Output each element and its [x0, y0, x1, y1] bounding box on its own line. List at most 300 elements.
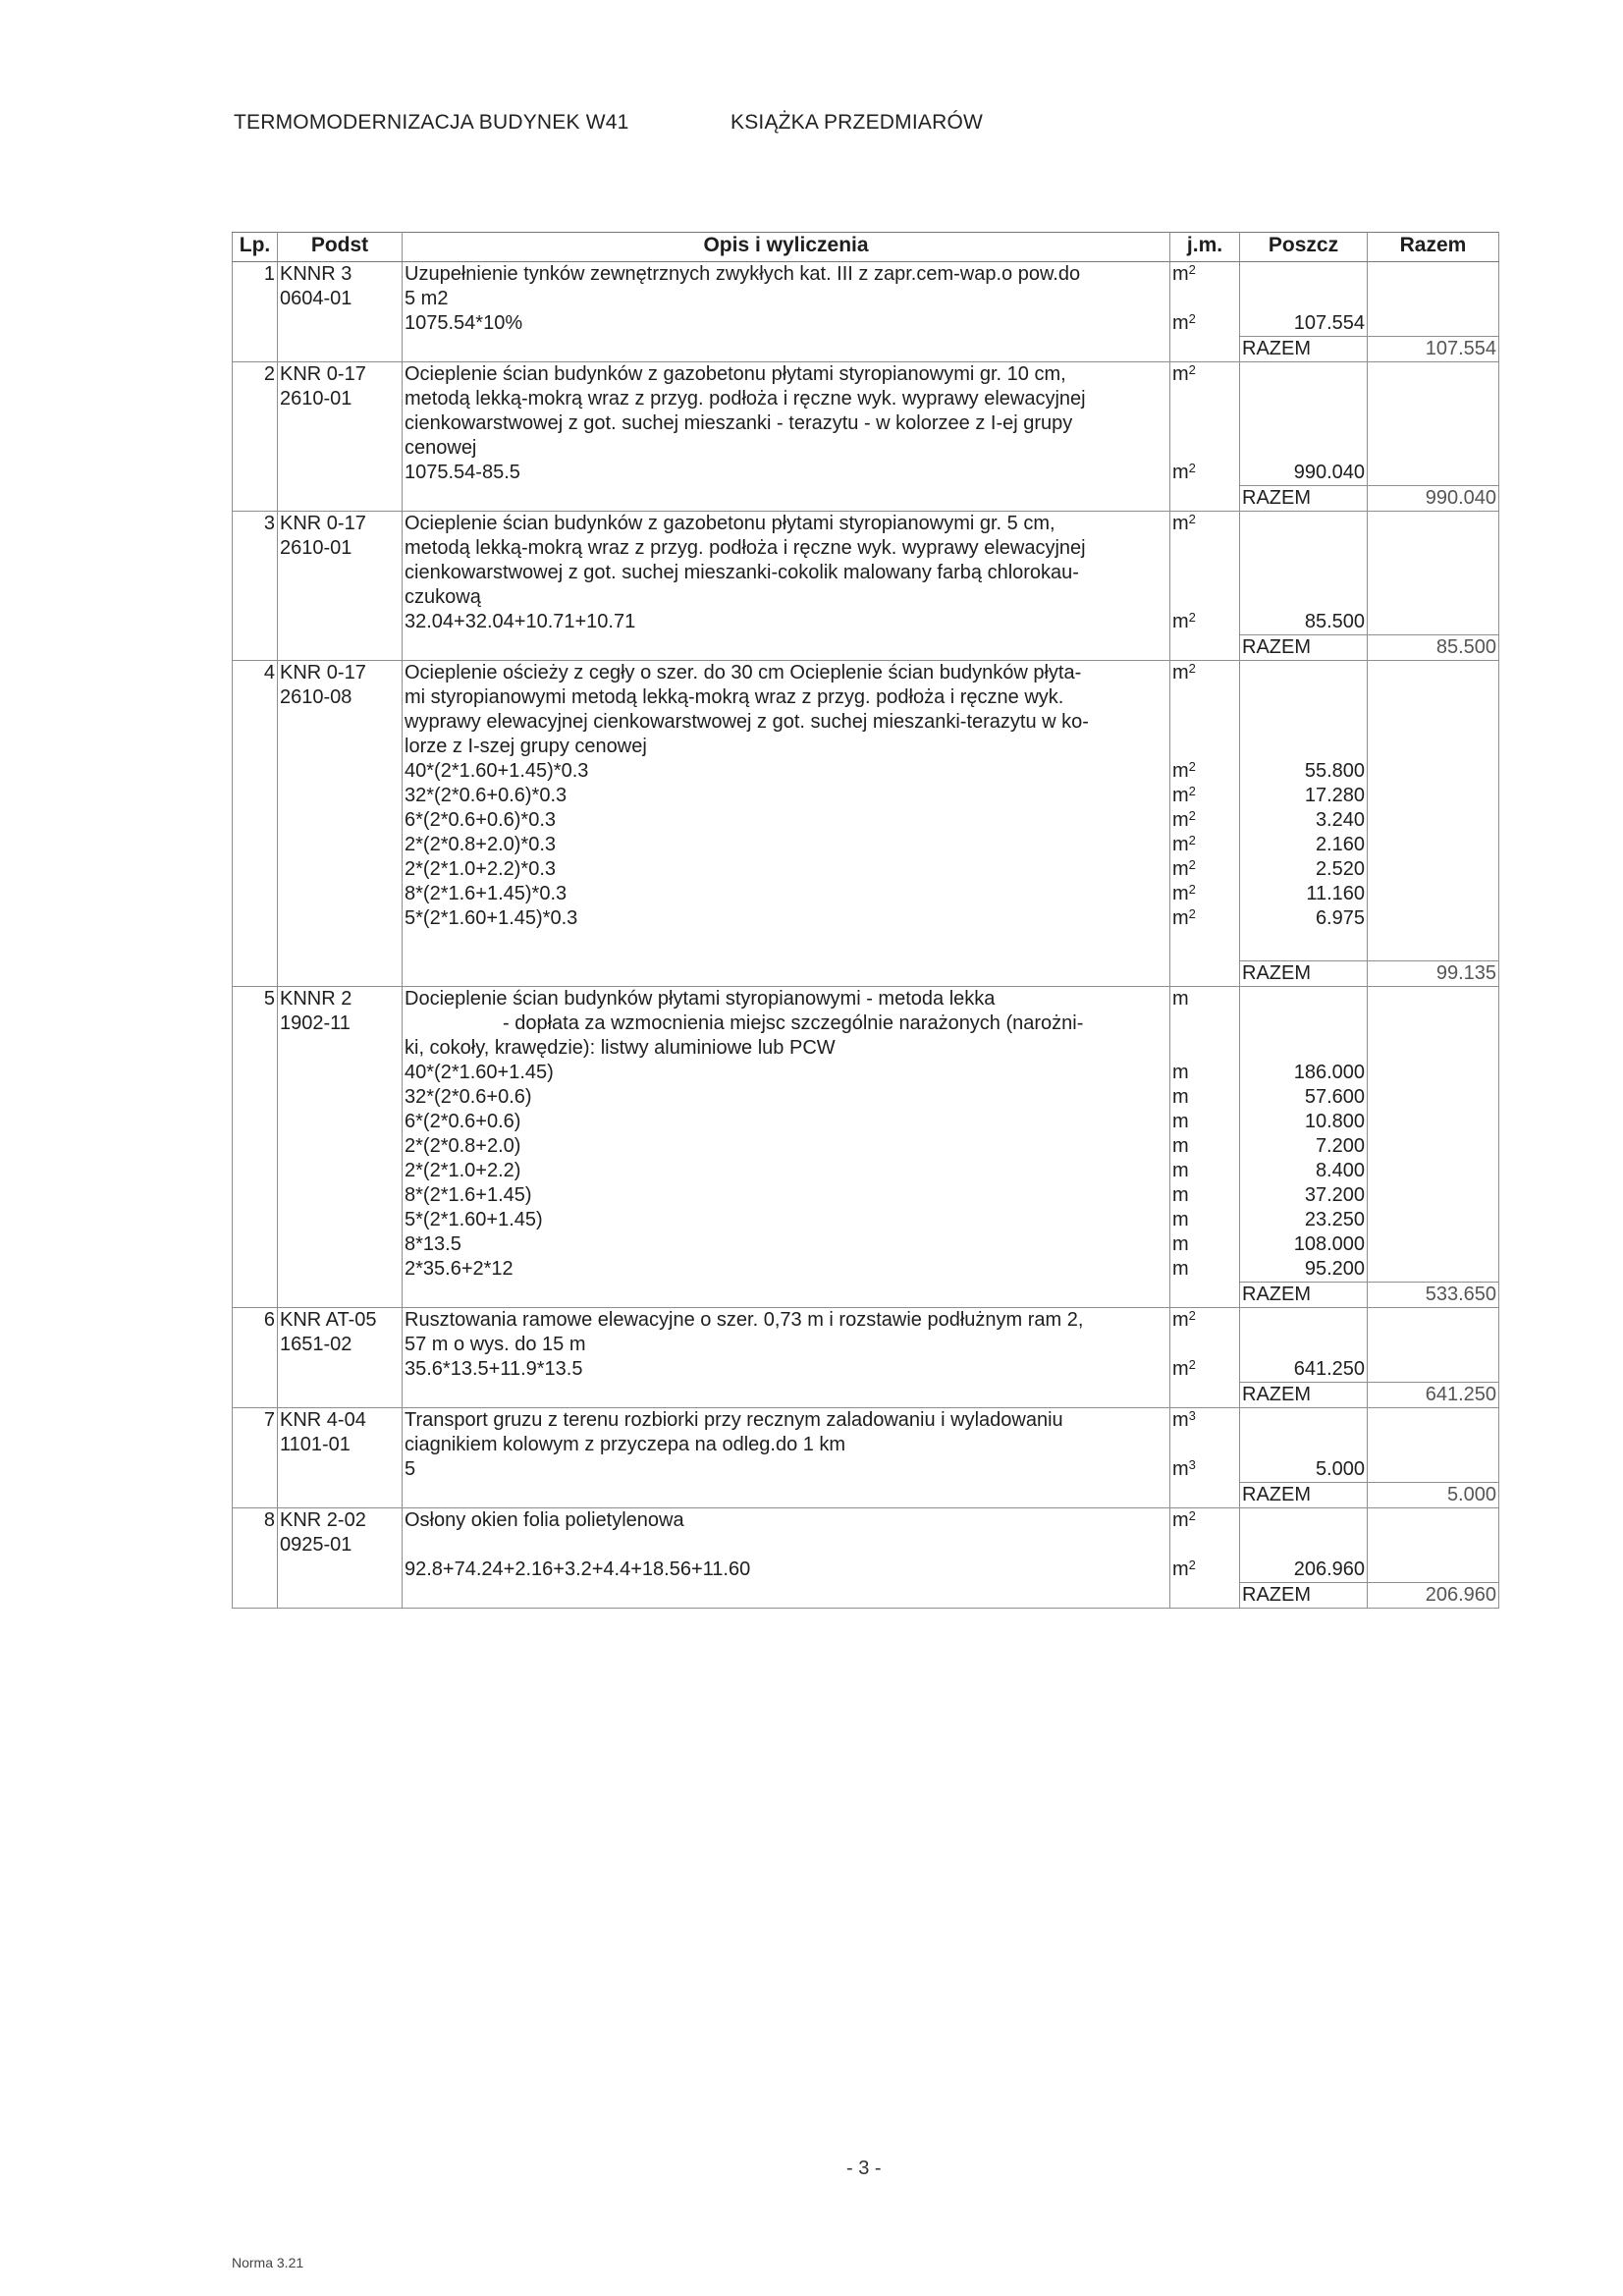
calculation-row [233, 1357, 1499, 1383]
calc-expression: 35.6*13.5+11.9*13.5 [403, 1357, 1170, 1383]
calc-unit: m [1170, 1085, 1240, 1110]
item-lp: 1 [233, 262, 278, 312]
calc-podst-empty [278, 461, 403, 486]
item-razem-empty [1368, 1408, 1499, 1458]
calc-lp-empty [233, 1134, 278, 1159]
razem-row [233, 486, 1499, 512]
razem-jm-empty [1170, 961, 1240, 987]
calc-podst-empty [278, 1110, 403, 1134]
calc-lp-empty [233, 311, 278, 337]
calc-unit [1170, 759, 1240, 784]
item-razem-empty [1368, 362, 1499, 462]
spacer-cell [1170, 931, 1240, 961]
calc-value: 57.600 [1240, 1085, 1368, 1110]
description-line: metodą lekką-mokrą wraz z przyg. podłoża i ręczne wyk. wyprawy elewacyjnej [405, 537, 1086, 559]
calculation-row [233, 759, 1499, 784]
unit-exponent: 2 [1188, 882, 1196, 897]
calculation-row [233, 1159, 1499, 1183]
unit-exponent: 2 [1188, 784, 1196, 798]
razem-total: 85.500 [1368, 635, 1499, 661]
calculation-row [233, 610, 1499, 635]
razem-podst-empty [278, 1383, 403, 1408]
calc-unit [1170, 808, 1240, 833]
razem-lp-empty [233, 635, 278, 661]
description-line: cienkowarstwowej z got. suchej mieszanki - terazytu - w kolorzee z I-ej grupy [405, 412, 1073, 434]
item-lp: 2 [233, 362, 278, 462]
item-lp: 7 [233, 1408, 278, 1458]
calculation-row [233, 1110, 1499, 1134]
calc-lp-empty [233, 610, 278, 635]
razem-lp-empty [233, 961, 278, 987]
unit-base: m [1172, 263, 1189, 285]
calc-razem-empty [1368, 1558, 1499, 1583]
calc-unit: m [1170, 1257, 1240, 1283]
calculation-row [233, 882, 1499, 906]
item-description-row [233, 987, 1499, 1062]
unit-base: m [1172, 611, 1189, 632]
spacer-cell [403, 931, 1170, 961]
calculation-row [233, 857, 1499, 882]
razem-jm-empty [1170, 635, 1240, 661]
item-description [403, 987, 1170, 1062]
unit-exponent: 3 [1188, 1457, 1196, 1472]
unit-exponent: 2 [1188, 1558, 1196, 1572]
item-podst: KNNR 2 1902-11 [278, 987, 403, 1062]
calc-expression: 6*(2*0.6+0.6) [403, 1110, 1170, 1134]
calc-podst-empty [278, 833, 403, 857]
item-lp: 4 [233, 661, 278, 760]
unit-exponent: 2 [1188, 833, 1196, 847]
calculation-row [233, 1457, 1499, 1483]
calc-expression: 8*(2*1.6+1.45)*0.3 [403, 882, 1170, 906]
calc-unit: m [1170, 1183, 1240, 1208]
unit-exponent: 2 [1188, 311, 1196, 326]
razem-podst-empty [278, 1483, 403, 1508]
item-description [403, 1408, 1170, 1458]
calc-unit: m [1170, 1134, 1240, 1159]
unit-exponent: 2 [1188, 906, 1196, 921]
item-unit [1170, 661, 1240, 760]
item-unit [1170, 362, 1240, 462]
unit-base: m [1172, 907, 1189, 929]
item-description [403, 661, 1170, 760]
calc-lp-empty [233, 1208, 278, 1232]
calc-lp-empty [233, 906, 278, 931]
razem-row [233, 337, 1499, 362]
unit-base: m [1172, 312, 1189, 334]
calculation-row [233, 1183, 1499, 1208]
calc-value: 23.250 [1240, 1208, 1368, 1232]
calc-expression: 2*35.6+2*12 [403, 1257, 1170, 1283]
calc-unit [1170, 461, 1240, 486]
item-unit [1170, 1308, 1240, 1358]
item-description [403, 512, 1170, 611]
col-header-poszcz: Poszcz [1240, 233, 1368, 262]
razem-podst-empty [278, 635, 403, 661]
unit-exponent: 2 [1188, 1308, 1196, 1323]
razem-jm-empty [1170, 337, 1240, 362]
item-podst: KNR AT-05 1651-02 [278, 1308, 403, 1358]
description-line: 57 m o wys. do 15 m [405, 1334, 586, 1355]
item-poszcz-empty [1240, 1408, 1368, 1458]
item-razem-empty [1368, 262, 1499, 312]
calc-podst-empty [278, 1232, 403, 1257]
calc-podst-empty [278, 759, 403, 784]
calc-lp-empty [233, 461, 278, 486]
item-unit [1170, 1408, 1240, 1458]
calc-podst-empty [278, 610, 403, 635]
calc-razem-empty [1368, 1232, 1499, 1257]
description-line: cenowej [405, 437, 477, 459]
calc-razem-empty [1368, 461, 1499, 486]
calc-value: 990.040 [1240, 461, 1368, 486]
unit-exponent: 2 [1188, 661, 1196, 676]
calc-value: 10.800 [1240, 1110, 1368, 1134]
razem-podst-empty [278, 486, 403, 512]
razem-label: RAZEM [1240, 961, 1368, 987]
razem-lp-empty [233, 337, 278, 362]
razem-jm-empty [1170, 486, 1240, 512]
calc-razem-empty [1368, 1159, 1499, 1183]
calc-razem-empty [1368, 1208, 1499, 1232]
calc-razem-empty [1368, 1134, 1499, 1159]
spacer-cell [1368, 931, 1499, 961]
item-poszcz-empty [1240, 1508, 1368, 1558]
razem-row [233, 1583, 1499, 1609]
calc-value: 2.160 [1240, 833, 1368, 857]
calc-unit: m [1170, 1208, 1240, 1232]
razem-opis-empty [403, 635, 1170, 661]
unit-exponent: 2 [1188, 808, 1196, 823]
calculation-row [233, 1208, 1499, 1232]
description-line [405, 1533, 1167, 1558]
calc-razem-empty [1368, 311, 1499, 337]
calc-value: 108.000 [1240, 1232, 1368, 1257]
calc-value: 7.200 [1240, 1134, 1368, 1159]
unit-base: m [1172, 1358, 1189, 1380]
calc-lp-empty [233, 808, 278, 833]
unit-exponent: 2 [1188, 461, 1196, 475]
calculation-row [233, 311, 1499, 337]
calc-expression: 40*(2*1.60+1.45)*0.3 [403, 759, 1170, 784]
calc-lp-empty [233, 1061, 278, 1085]
footer-norma: Norma 3.21 [232, 2255, 304, 2270]
description-line: ciagnikiem kolowym z przyczepa na odleg.do 1 km [405, 1434, 846, 1455]
item-poszcz-empty [1240, 987, 1368, 1062]
unit-base: m [1172, 809, 1189, 831]
calc-expression: 5*(2*1.60+1.45)*0.3 [403, 906, 1170, 931]
razem-podst-empty [278, 1583, 403, 1609]
calc-lp-empty [233, 1357, 278, 1383]
calc-value: 641.250 [1240, 1357, 1368, 1383]
calculation-row [233, 833, 1499, 857]
razem-total: 206.960 [1368, 1583, 1499, 1609]
description-line: Docieplenie ścian budynków płytami styropianowymi - metoda lekka [405, 988, 996, 1010]
razem-total: 5.000 [1368, 1483, 1499, 1508]
calculation-row [233, 1232, 1499, 1257]
item-description-row [233, 1408, 1499, 1458]
calc-expression: 1075.54-85.5 [403, 461, 1170, 486]
description-line: metodą lekką-mokrą wraz z przyg. podłoża i ręczne wyk. wyprawy elewacyjnej [405, 388, 1086, 410]
calc-lp-empty [233, 833, 278, 857]
description-line: Osłony okien folia polietylenowa [405, 1509, 684, 1531]
calc-expression: 2*(2*1.0+2.2)*0.3 [403, 857, 1170, 882]
calc-razem-empty [1368, 759, 1499, 784]
razem-label: RAZEM [1240, 1483, 1368, 1508]
calc-unit: m [1170, 1110, 1240, 1134]
razem-lp-empty [233, 1483, 278, 1508]
calc-unit: m [1170, 1159, 1240, 1183]
razem-total: 533.650 [1368, 1283, 1499, 1308]
description-line: Ocieplenie ścian budynków z gazobetonu płytami styropianowymi gr. 5 cm, [405, 513, 1055, 534]
razem-jm-empty [1170, 1483, 1240, 1508]
calc-expression: 40*(2*1.60+1.45) [403, 1061, 1170, 1085]
unit-exponent: 2 [1188, 857, 1196, 872]
calc-razem-empty [1368, 610, 1499, 635]
calc-expression: 8*(2*1.6+1.45) [403, 1183, 1170, 1208]
calc-podst-empty [278, 1257, 403, 1283]
unit-exponent: 2 [1188, 1357, 1196, 1372]
item-description [403, 262, 1170, 312]
item-poszcz-empty [1240, 362, 1368, 462]
unit-exponent: 2 [1188, 512, 1196, 526]
calculation-row [233, 1558, 1499, 1583]
calc-podst-empty [278, 882, 403, 906]
razem-row [233, 961, 1499, 987]
col-header-opis: Opis i wyliczenia [403, 233, 1170, 262]
calc-podst-empty [278, 1134, 403, 1159]
item-lp: 5 [233, 987, 278, 1062]
col-header-podst: Podst [278, 233, 403, 262]
item-razem-empty [1368, 661, 1499, 760]
item-description-row [233, 1308, 1499, 1358]
calculation-row [233, 1061, 1499, 1085]
razem-total: 107.554 [1368, 337, 1499, 362]
calc-unit [1170, 833, 1240, 857]
calc-value: 95.200 [1240, 1257, 1368, 1283]
calc-podst-empty [278, 1457, 403, 1483]
spacer-cell [1240, 931, 1368, 961]
spacer-row [233, 931, 1499, 961]
description-line: 5 m2 [405, 288, 449, 309]
unit-base: m [1172, 363, 1189, 385]
item-podst: KNNR 3 0604-01 [278, 262, 403, 312]
unit-base: m [1172, 513, 1189, 534]
calc-expression: 1075.54*10% [403, 311, 1170, 337]
razem-total: 99.135 [1368, 961, 1499, 987]
calc-lp-empty [233, 784, 278, 808]
calc-lp-empty [233, 1232, 278, 1257]
calc-value: 37.200 [1240, 1183, 1368, 1208]
item-unit: m [1170, 987, 1240, 1062]
razem-jm-empty [1170, 1383, 1240, 1408]
unit-base: m [1172, 858, 1189, 880]
item-podst: KNR 2-02 0925-01 [278, 1508, 403, 1558]
razem-label: RAZEM [1240, 1583, 1368, 1609]
unit-exponent: 3 [1188, 1408, 1196, 1423]
calc-lp-empty [233, 1457, 278, 1483]
bill-of-quantities-table [232, 232, 1499, 1609]
calc-expression: 92.8+74.24+2.16+3.2+4.4+18.56+11.60 [403, 1558, 1170, 1583]
calculation-row [233, 1257, 1499, 1283]
table-body [233, 262, 1499, 1609]
description-line: cienkowarstwowej z got. suchej mieszanki-cokolik malowany farbą chlorokau- [405, 562, 1079, 583]
calculation-row [233, 1085, 1499, 1110]
calc-lp-empty [233, 1085, 278, 1110]
col-header-razem: Razem [1368, 233, 1499, 262]
description-line: - dopłata za wzmocnienia miejsc szczególnie narażonych (narożni- [405, 1012, 1084, 1034]
calc-expression: 2*(2*1.0+2.2) [403, 1159, 1170, 1183]
description-line: mi styropianowymi metodą lekką-mokrą wraz z przyg. podłoża i ręczne wyk. [405, 686, 1064, 708]
item-podst: KNR 0-17 2610-08 [278, 661, 403, 760]
calc-lp-empty [233, 1159, 278, 1183]
calc-value: 107.554 [1240, 311, 1368, 337]
calc-value: 206.960 [1240, 1558, 1368, 1583]
item-description-row [233, 661, 1499, 760]
calc-value: 2.520 [1240, 857, 1368, 882]
razem-row [233, 1283, 1499, 1308]
calc-razem-empty [1368, 784, 1499, 808]
calc-value: 5.000 [1240, 1457, 1368, 1483]
calc-lp-empty [233, 1183, 278, 1208]
item-podst: KNR 0-17 2610-01 [278, 512, 403, 611]
unit-base: m [1172, 883, 1189, 904]
razem-label: RAZEM [1240, 1383, 1368, 1408]
razem-opis-empty [403, 1383, 1170, 1408]
unit-base: m [1172, 785, 1189, 806]
calc-unit [1170, 882, 1240, 906]
item-description [403, 362, 1170, 462]
calc-razem-empty [1368, 1357, 1499, 1383]
calc-value: 186.000 [1240, 1061, 1368, 1085]
item-description [403, 1508, 1170, 1558]
calculation-row [233, 808, 1499, 833]
calc-razem-empty [1368, 1457, 1499, 1483]
unit-exponent: 2 [1188, 759, 1196, 774]
calc-unit: m [1170, 1061, 1240, 1085]
razem-opis-empty [403, 961, 1170, 987]
col-header-jm: j.m. [1170, 233, 1240, 262]
calc-expression: 2*(2*0.8+2.0) [403, 1134, 1170, 1159]
calc-lp-empty [233, 882, 278, 906]
razem-row [233, 1483, 1499, 1508]
calc-podst-empty [278, 857, 403, 882]
calc-podst-empty [278, 1558, 403, 1583]
calc-razem-empty [1368, 833, 1499, 857]
razem-jm-empty [1170, 1583, 1240, 1609]
calc-value: 3.240 [1240, 808, 1368, 833]
unit-base: m [1172, 834, 1189, 855]
calc-value: 11.160 [1240, 882, 1368, 906]
razem-opis-empty [403, 337, 1170, 362]
book-title: KSIĄŻKA PRZEDMIARÓW [730, 111, 983, 134]
unit-base: m [1172, 760, 1189, 782]
unit-base: m [1172, 662, 1189, 683]
calc-podst-empty [278, 1357, 403, 1383]
razem-row [233, 635, 1499, 661]
project-title: TERMOMODERNIZACJA BUDYNEK W41 [234, 111, 629, 134]
unit-exponent: 2 [1188, 610, 1196, 625]
calc-lp-empty [233, 1558, 278, 1583]
calc-podst-empty [278, 1159, 403, 1183]
calc-expression: 32*(2*0.6+0.6)*0.3 [403, 784, 1170, 808]
item-razem-empty [1368, 1308, 1499, 1358]
calc-unit: m [1170, 1232, 1240, 1257]
item-description [403, 1308, 1170, 1358]
item-poszcz-empty [1240, 661, 1368, 760]
calc-razem-empty [1368, 1183, 1499, 1208]
calculation-row [233, 906, 1499, 931]
calc-razem-empty [1368, 882, 1499, 906]
item-razem-empty [1368, 1508, 1499, 1558]
calc-podst-empty [278, 1183, 403, 1208]
calc-value: 17.280 [1240, 784, 1368, 808]
calc-podst-empty [278, 311, 403, 337]
calc-podst-empty [278, 1061, 403, 1085]
spacer-cell [233, 931, 278, 961]
razem-label: RAZEM [1240, 337, 1368, 362]
calc-podst-empty [278, 808, 403, 833]
calc-razem-empty [1368, 1061, 1499, 1085]
calc-unit [1170, 857, 1240, 882]
unit-base: m [1172, 1509, 1189, 1531]
col-header-lp: Lp. [233, 233, 278, 262]
item-unit [1170, 512, 1240, 611]
item-podst: KNR 4-04 1101-01 [278, 1408, 403, 1458]
item-poszcz-empty [1240, 262, 1368, 312]
calc-value: 8.400 [1240, 1159, 1368, 1183]
razem-label: RAZEM [1240, 635, 1368, 661]
description-line: ki, cokoły, krawędzie): listwy aluminiowe lub PCW [405, 1037, 836, 1059]
description-line: czukową [405, 586, 481, 608]
unit-base: m [1172, 1458, 1189, 1480]
table-header-row [233, 233, 1499, 262]
item-poszcz-empty [1240, 1308, 1368, 1358]
razem-total: 990.040 [1368, 486, 1499, 512]
calc-expression: 8*13.5 [403, 1232, 1170, 1257]
item-description-row [233, 262, 1499, 312]
unit-exponent: 2 [1188, 262, 1196, 277]
razem-total: 641.250 [1368, 1383, 1499, 1408]
razem-opis-empty [403, 1483, 1170, 1508]
item-razem-empty [1368, 987, 1499, 1062]
calc-unit [1170, 1558, 1240, 1583]
unit-exponent: 2 [1188, 1508, 1196, 1523]
item-unit [1170, 262, 1240, 312]
calc-unit [1170, 1457, 1240, 1483]
razem-label: RAZEM [1240, 486, 1368, 512]
calc-unit [1170, 610, 1240, 635]
calc-podst-empty [278, 784, 403, 808]
calculation-row [233, 1134, 1499, 1159]
razem-podst-empty [278, 337, 403, 362]
razem-lp-empty [233, 486, 278, 512]
description-line: Ocieplenie ścian budynków z gazobetonu płytami styropianowymi gr. 10 cm, [405, 363, 1066, 385]
razem-podst-empty [278, 961, 403, 987]
calc-razem-empty [1368, 857, 1499, 882]
calculation-row [233, 461, 1499, 486]
calc-razem-empty [1368, 1110, 1499, 1134]
item-description-row [233, 512, 1499, 611]
razem-lp-empty [233, 1283, 278, 1308]
description-line: wyprawy elewacyjnej cienkowarstwowej z got. suchej mieszanki-terazytu w ko- [405, 711, 1089, 733]
unit-base: m [1172, 1409, 1189, 1431]
page-number: - 3 - [846, 2158, 882, 2179]
calc-lp-empty [233, 1257, 278, 1283]
calc-podst-empty [278, 1085, 403, 1110]
calc-unit [1170, 784, 1240, 808]
razem-lp-empty [233, 1583, 278, 1609]
